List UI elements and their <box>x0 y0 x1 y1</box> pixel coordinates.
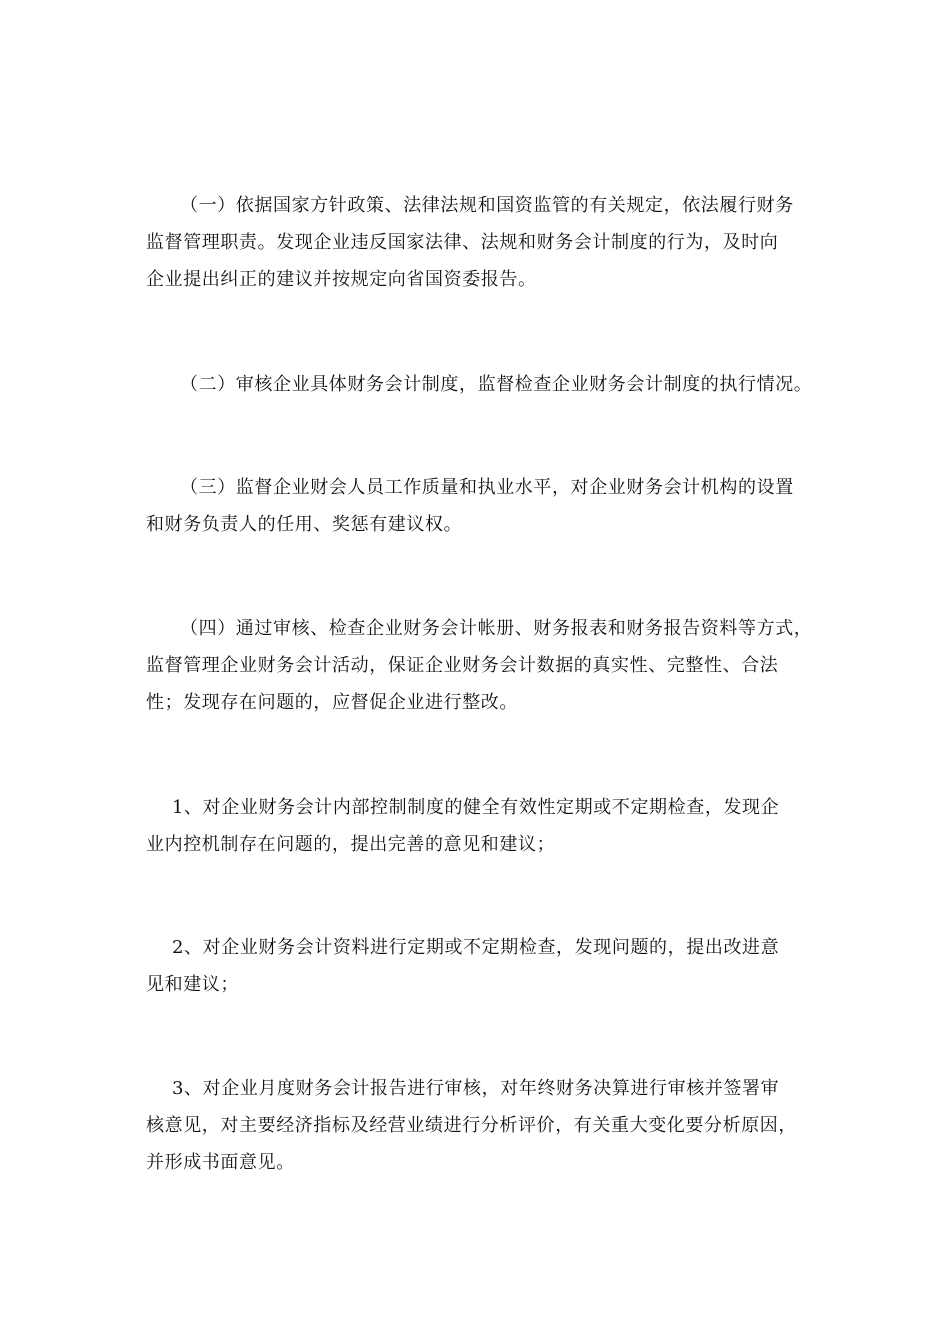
paragraph-line: 2、对企业财务会计资料进行定期或不定期检查，发现问题的，提出改进意 <box>172 937 780 958</box>
paragraph-line: 和财务负责人的任用、奖惩有建议权。 <box>146 514 463 535</box>
paragraph-line: 见和建议； <box>146 974 239 995</box>
paragraph-line: （四）通过审核、检查企业财务会计帐册、财务报表和财务报告资料等方式， <box>180 618 813 639</box>
paragraph-line: （二）审核企业具体财务会计制度，监督检查企业财务会计制度的执行情况。 <box>180 374 813 395</box>
paragraph-line: （三）监督企业财会人员工作质量和执业水平，对企业财务会计机构的设置 <box>180 477 794 498</box>
paragraph-line: （一）依据国家方针政策、法律法规和国资监管的有关规定，依法履行财务 <box>180 195 794 216</box>
paragraph-line: 1、对企业财务会计内部控制制度的健全有效性定期或不定期检查，发现企 <box>172 797 780 818</box>
paragraph-line: 业内控机制存在问题的，提出完善的意见和建议； <box>146 834 556 855</box>
paragraph-line: 核意见，对主要经济指标及经营业绩进行分析评价，有关重大变化要分析原因， <box>146 1115 797 1136</box>
paragraph-line: 监督管理企业财务会计活动，保证企业财务会计数据的真实性、完整性、合法 <box>146 655 779 676</box>
paragraph-line: 并形成书面意见。 <box>146 1152 295 1173</box>
paragraph-line: 3、对企业月度财务会计报告进行审核，对年终财务决算进行审核并签署审 <box>172 1078 780 1099</box>
paragraph-line: 企业提出纠正的建议并按规定向省国资委报告。 <box>146 269 537 290</box>
paragraph-line: 监督管理职责。发现企业违反国家法律、法规和财务会计制度的行为，及时向 <box>146 232 779 253</box>
paragraph-line: 性；发现存在问题的，应督促企业进行整改。 <box>146 692 518 713</box>
